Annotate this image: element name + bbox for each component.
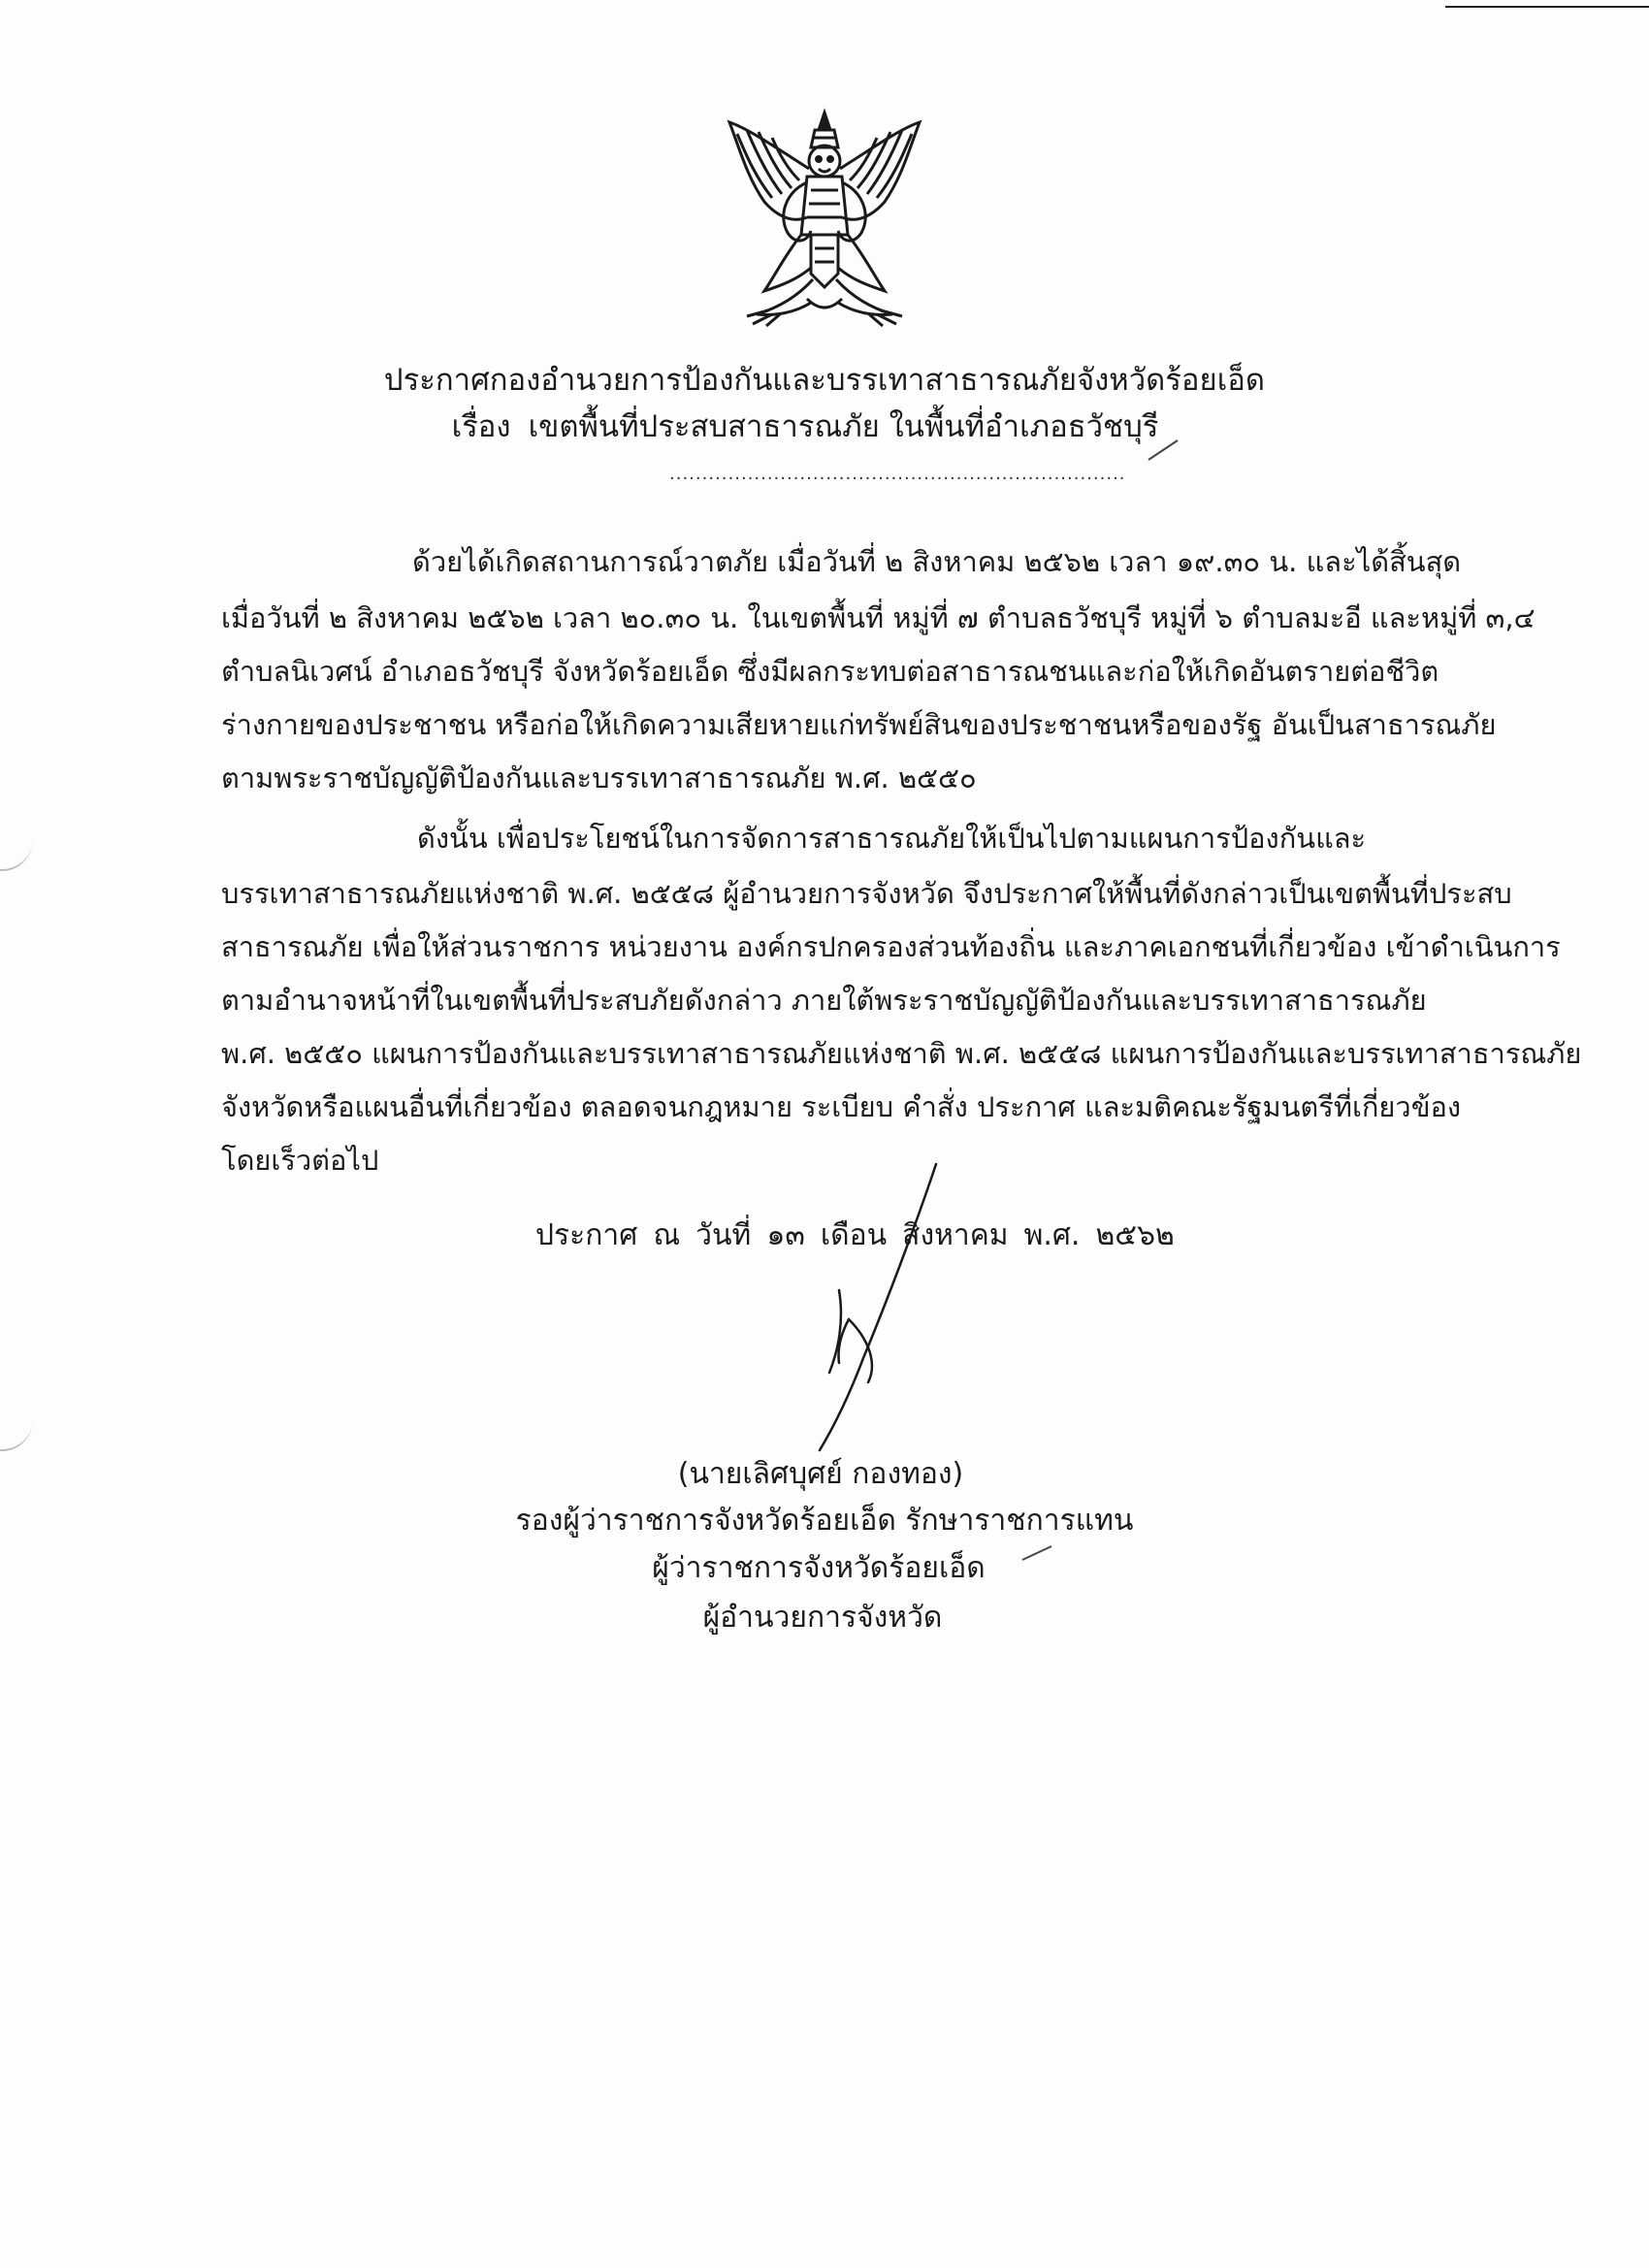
paragraph-2-line: ดังนั้น เพื่อประโยชน์ในการจัดการสาธารณภัยให้เป็นไปตามแผนการป้องกันและ: [417, 822, 1367, 855]
announcement-title: ประกาศกองอำนวยการป้องกันและบรรเทาสาธารณภัยจังหวัดร้อยเอ็ด: [383, 363, 1266, 398]
punch-hole-bottom: [0, 1387, 33, 1451]
paragraph-2-line: สาธารณภัย เพื่อให้ส่วนราชการ หน่วยงาน องค์กรปกครองส่วนท้องถิ่น และภาคเอกชนที่เกี่ยวข้อง เข้าดำเนินการ: [221, 930, 1561, 963]
paragraph-2-line: ตามอำนาจหน้าที่ในเขตพื้นที่ประสบภัยดังกล่าว ภายใต้พระราชบัญญัติป้องกันและบรรเทาสาธารณภัย: [221, 984, 1427, 1017]
punch-hole-top: [0, 807, 33, 871]
subject-text: เขตพื้นที่ประสบสาธารณภัย ในพื้นที่อำเภอธวัชบุรี: [528, 409, 1159, 444]
handwritten-signature: [791, 1164, 965, 1455]
signatory-position-2: ผู้ว่าราชการจังหวัดร้อยเอ็ด: [652, 1551, 986, 1585]
paragraph-1-line: เมื่อวันที่ ๒ สิงหาคม ๒๕๖๒ เวลา ๒๐.๓๐ น. ในเขตพื้นที่ หมู่ที่ ๗ ตำบลธวัชบุรี หมู่ที่ ๖ ตำบลมะอี และหมู่ที่ ๓,๔: [221, 601, 1536, 634]
announce-at: ณ: [653, 1218, 681, 1252]
signatory-position-1: รองผู้ว่าราชการจังหวัดร้อยเอ็ด รักษาราชการแทน: [515, 1504, 1134, 1538]
announcement-subject-line: [0, 407, 1630, 446]
scan-edge-line: [1445, 6, 1649, 8]
year-label: พ.ศ.: [1023, 1218, 1081, 1252]
month-value: สิงหาคม: [902, 1218, 1009, 1252]
paragraph-1-line: ตำบลนิเวศน์ อำเภอธวัชบุรี จังหวัดร้อยเอ็ด ซึ่งมีผลกระทบต่อสาธารณชนและก่อให้เกิดอันตรายต่อชีวิต: [221, 655, 1439, 688]
paragraph-1-line: ด้วยได้เกิดสถานการณ์วาตภัย เมื่อวันที่ ๒ สิงหาคม ๒๕๖๒ เวลา ๑๙.๓๐ น. และได้สิ้นสุด: [412, 545, 1462, 578]
subject-label: เรื่อง: [451, 409, 511, 444]
paragraph-2-line: บรรเทาสาธารณภัยแห่งชาติ พ.ศ. ๒๕๕๘ ผู้อำนวยการจังหวัด จึงประกาศให้พื้นที่ดังกล่าวเป็นเขตพื้นที่ประสบ: [221, 877, 1512, 910]
signatory-name: (นายเลิศบุศย์ กองทอง): [677, 1457, 964, 1491]
title-separator: ......................................................................: [669, 464, 1126, 484]
paragraph-2-line: พ.ศ. ๒๕๕๐ แผนการป้องกันและบรรเทาสาธารณภัยแห่งชาติ พ.ศ. ๒๕๕๘ แผนการป้องกันและบรรเทาสาธารณภัย: [221, 1037, 1582, 1070]
paragraph-2-line: จังหวัดหรือแผนอื่นที่เกี่ยวข้อง ตลอดจนกฎหมาย ระเบียบ คำสั่ง ประกาศ และมติคณะรัฐมนตรีที่เกี่ยวข้อง: [221, 1090, 1462, 1123]
signatory-position-3: ผู้อำนวยการจังหวัด: [702, 1601, 943, 1635]
paragraph-2-line: โดยเร็วต่อไป: [221, 1144, 379, 1177]
month-label: เดือน: [820, 1218, 888, 1252]
year-value: ๒๕๖๒: [1095, 1218, 1175, 1252]
day-label: วันที่: [695, 1218, 752, 1252]
pen-tick-mark: [1145, 435, 1183, 464]
day-value: ๑๓: [766, 1218, 805, 1252]
garuda-emblem-icon: [718, 109, 931, 330]
announce-prefix: ประกาศ: [535, 1218, 638, 1252]
paragraph-1-line: ตามพระราชบัญญัติป้องกันและบรรเทาสาธารณภัย พ.ศ. ๒๕๕๐: [221, 761, 977, 794]
paragraph-1-line: ร่างกายของประชาชน หรือก่อให้เกิดความเสียหายแก่ทรัพย์สินของประชาชนหรือของรัฐ อันเป็นสาธารณภัย: [221, 708, 1497, 741]
